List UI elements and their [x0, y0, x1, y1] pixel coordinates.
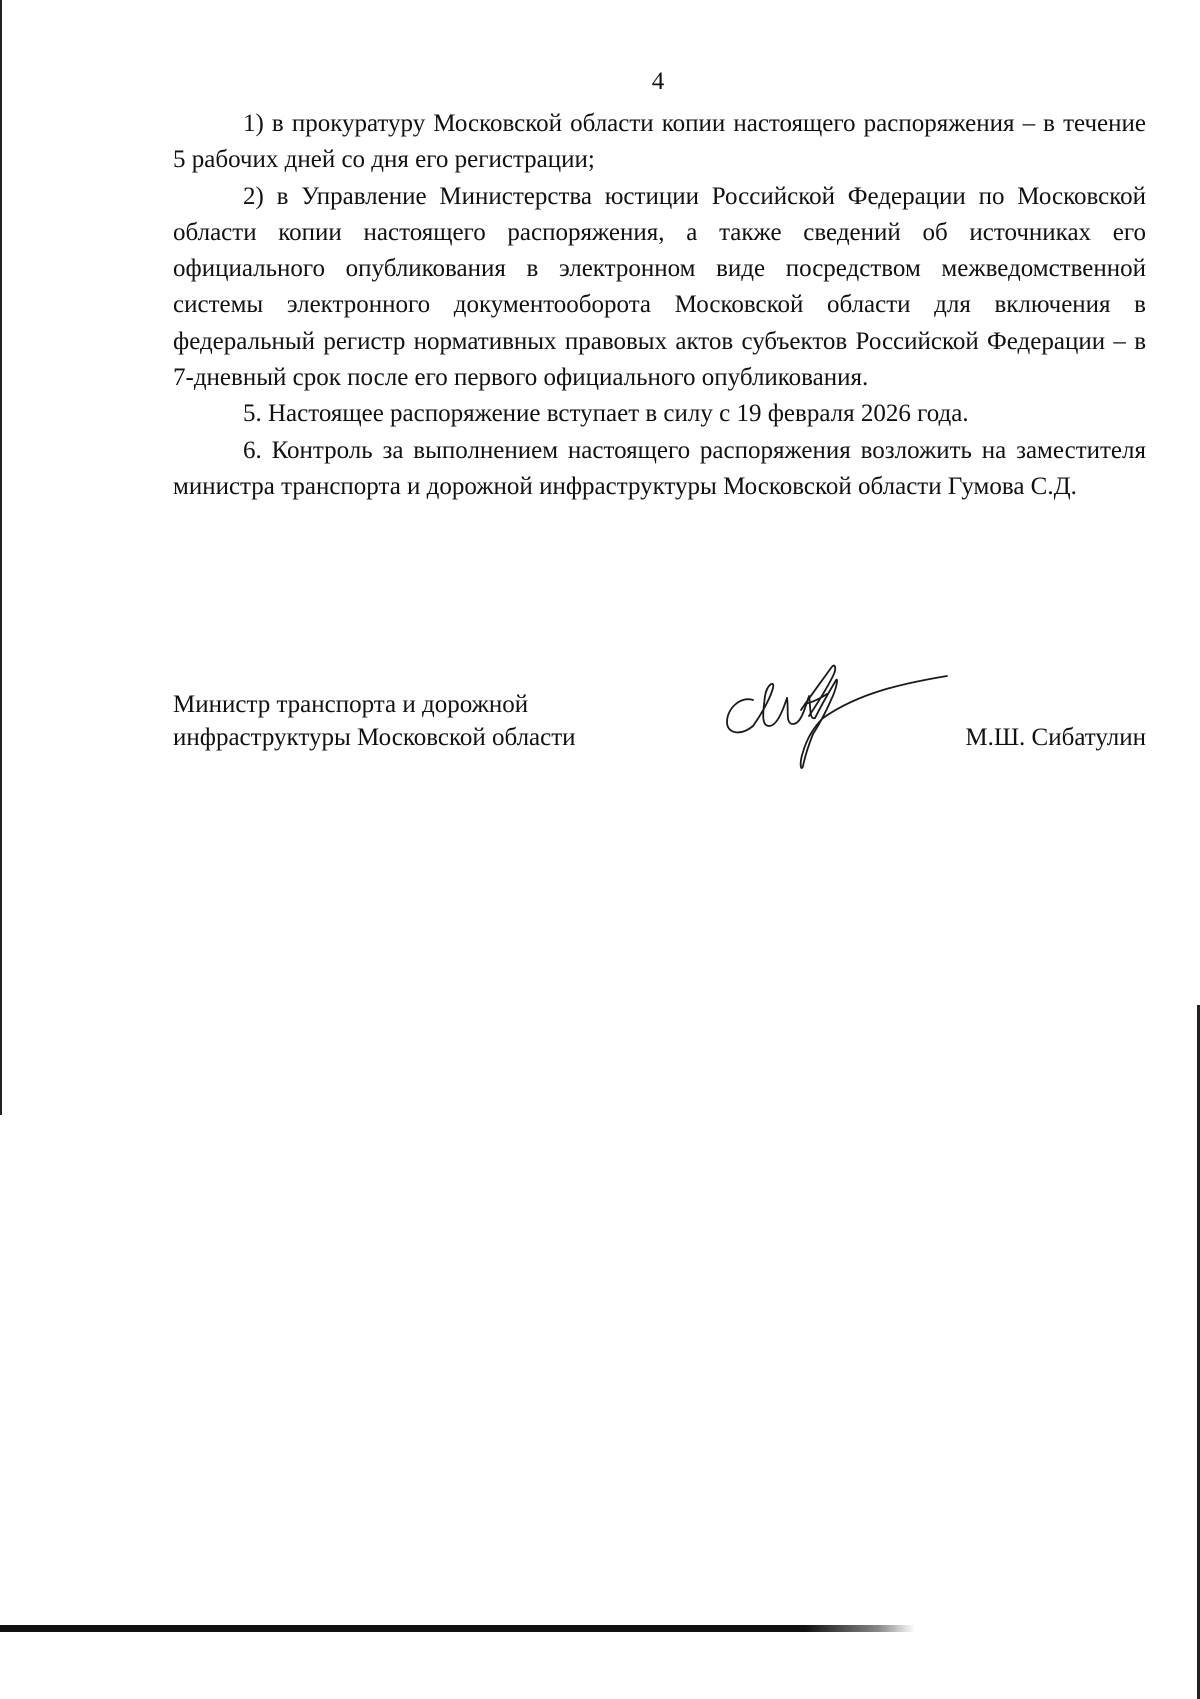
- scan-bottom-bar: [0, 1625, 915, 1632]
- signer-position: [173, 688, 576, 754]
- scan-edge-left: [0, 0, 2, 1115]
- paragraph-control: 6. Контроль за выполнением настоящего распоряжения возложить на заместителя министра транспорта и дорожной инфраструктуры Московской области Гумова С.Д.: [173, 436, 1146, 500]
- paragraph-effective-date: 5. Настоящее распоряжение вступает в силу с 19 февраля 2026 года.: [243, 400, 969, 428]
- signer-name: М.Ш. Сибатулин: [965, 724, 1146, 751]
- document-body: [173, 106, 1146, 505]
- signature-block: [173, 688, 1146, 808]
- paragraph-justice-ministry: 2) в Управление Министерства юстиции Российской Федерации по Московской области копии настоящего распоряжения, а также сведений об источниках его официального опубликования в электронном виде посредством межведомственной системы электронного документооборота Московской области для включения в федеральный регистр нормативных правовых актов субъектов Российской Федерации – в 7-дневный срок после его первого официального опубликования.: [173, 182, 1146, 392]
- paragraph-prosecutor: 1) в прокуратуру Московской области копии настоящего распоряжения – в течение 5 рабочих дней со дня его регистрации;: [173, 110, 1146, 174]
- page-number: 4: [651, 68, 665, 95]
- signer-position-line2: инфраструктуры Московской области: [173, 724, 576, 751]
- signer-position-line1: Министр транспорта и дорожной: [173, 691, 529, 718]
- signature-icon: [713, 652, 953, 782]
